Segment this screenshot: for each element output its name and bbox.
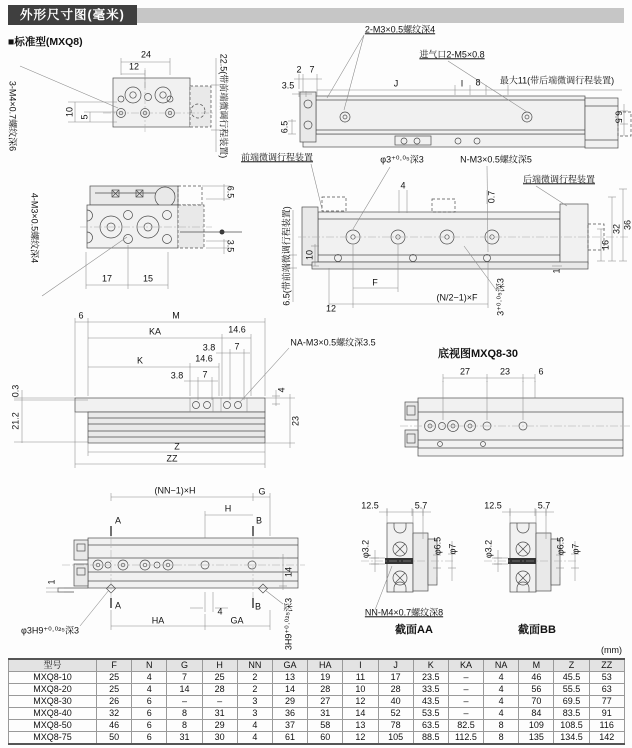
pin-hole-note-side: 3H9⁺⁰·⁰²⁵深3 [283,597,294,651]
value-cell: 37 [272,720,307,732]
spec-table [8,658,625,745]
end-view-drawing [20,58,221,152]
bottom-view-drawing [400,374,630,456]
section-aa-drawing [361,508,456,610]
header-row [9,659,625,672]
value-cell: 2 [237,684,272,696]
value-cell: 40 [378,696,413,708]
dim-label: 6.5(带前端微调行程装置) [281,206,292,306]
col-header: NN [237,659,272,672]
value-cell: 4 [237,732,272,745]
dim-label: 7 [234,341,240,352]
dim-label: Z [174,441,180,452]
dim-label: 12.5 [361,500,379,511]
dim-label: 3.8 [202,342,216,353]
rear-adjuster-note: 后端微调行程装置 [522,174,596,185]
model-cell: MXQ8-40 [9,708,97,720]
value-cell: 88.5 [413,732,448,745]
col-header: HA [308,659,343,672]
value-cell: 83.5 [554,708,589,720]
table-row [9,708,625,720]
value-cell: 2 [237,672,272,684]
col-header: N [132,659,167,672]
dim-label: G [258,486,266,497]
dim-label: 14.6 [228,324,246,335]
value-cell: 45.5 [554,672,589,684]
dim-label: 4 [400,180,406,191]
dim-label: 6.5 [279,120,290,134]
dim-label: 15 [142,273,154,284]
page-title: 外形尺寸图(毫米) [8,5,137,25]
dim-label: 36 [622,219,632,231]
long-bottom-view-drawing [46,493,305,630]
bottom-view-title: 底视图MXQ8-30 [437,348,519,361]
dim-label: M [172,310,180,321]
dim-label: J [393,78,399,89]
thread-note-4m3: 4-M3×0.5螺纹深4 [29,192,40,264]
dim-label: 3.5 [225,239,236,253]
value-cell: 8 [167,708,202,720]
dim-label: φ3.2 [360,539,371,559]
value-cell: 43.5 [413,696,448,708]
dim-label: K [136,355,144,366]
value-cell: 25 [97,684,132,696]
dim-label: A [114,600,122,611]
dim-label: 0.3 [10,384,21,398]
dim-label: H [224,503,232,514]
value-cell: 29 [202,720,237,732]
dim-label: 23 [290,415,301,427]
value-cell: 105 [378,732,413,745]
col-header: H [202,659,237,672]
table-row [9,732,625,745]
dim-label: φ7 [447,543,458,555]
dim-label: 3.5 [281,80,295,91]
value-cell: 134.5 [554,732,589,745]
value-cell: 7 [167,672,202,684]
value-cell: 10 [343,684,378,696]
table-row [9,684,625,696]
value-cell: 19 [308,672,343,684]
value-cell: 56 [519,684,554,696]
thread-note-na: NA-M3×0.5螺纹深3.5 [290,337,376,348]
value-cell: 70 [519,696,554,708]
dim-label: 0.7 [486,190,497,204]
dim-label: 1 [46,579,57,585]
value-cell: 112.5 [448,732,483,745]
value-cell: 61 [272,732,307,745]
value-cell: 30 [202,732,237,745]
col-header: I [343,659,378,672]
section-bb-title: 截面BB [518,624,556,637]
value-cell: – [202,696,237,708]
col-header: K [413,659,448,672]
dim-label: 5.7 [537,500,551,511]
profile-view-drawing [14,318,295,468]
value-cell: 25 [97,672,132,684]
value-cell: 4 [132,672,167,684]
dim-label: 4 [276,387,287,393]
value-cell: 8 [484,720,519,732]
dim-label: B [255,515,263,526]
value-cell: 53.5 [413,708,448,720]
plan-view-drawing [289,164,628,308]
rear-adjuster-max-note: 最大11(带后端微调行程装置) [499,75,615,86]
dim-label: 10 [64,106,75,118]
value-cell: 3 [237,708,272,720]
value-cell: – [448,672,483,684]
value-cell: 33.5 [413,684,448,696]
col-header: ZZ [589,659,624,672]
dim-label: (NN−1)×H [154,485,196,496]
dim-label: 8 [475,77,481,88]
dim-label: B [254,601,262,612]
value-cell: 32 [97,708,132,720]
model-cell: MXQ8-50 [9,720,97,732]
value-cell: 91 [589,708,624,720]
col-header: F [97,659,132,672]
value-cell: – [448,684,483,696]
value-cell: 14 [272,684,307,696]
value-cell: 31 [167,732,202,745]
value-cell: 60 [308,732,343,745]
value-cell: 8 [167,720,202,732]
dim-label: 6 [538,366,544,377]
value-cell: 4 [484,684,519,696]
value-cell: 142 [589,732,624,745]
col-header: 型号 [9,659,97,672]
dim-label: 23 [499,366,511,377]
col-header: G [167,659,202,672]
page-subtitle: ■标准型(MXQ8) [8,36,83,48]
value-cell: 4 [484,696,519,708]
dim-label: 4 [217,606,223,617]
value-cell: 4 [484,708,519,720]
value-cell: 6 [132,720,167,732]
dim-label: φ6.5 [432,536,443,556]
dim-label: 16 [600,239,611,251]
dim-label: 2 [296,64,302,75]
value-cell: 46 [97,720,132,732]
dim-label: 10 [304,249,315,261]
value-cell: 78 [378,720,413,732]
value-cell: 12 [343,696,378,708]
value-cell: 116 [589,720,624,732]
value-cell: 17 [378,672,413,684]
section-aa-title: 截面AA [395,624,433,637]
dim-label: 32 [611,223,622,235]
model-cell: MXQ8-30 [9,696,97,708]
front-adjuster-note: 前端微调行程装置 [240,152,314,163]
col-header: KA [448,659,483,672]
value-cell: 31 [202,708,237,720]
thread-note-nn: NN-M4×0.7螺纹深8 [364,607,444,618]
col-header: NA [484,659,519,672]
value-cell: 11 [343,672,378,684]
value-cell: 13 [272,672,307,684]
value-cell: 69.5 [554,696,589,708]
value-cell: 23.5 [413,672,448,684]
dim-label: (N/2−1)×F [436,292,478,303]
dim-label: 12.5 [484,500,502,511]
value-cell: 4 [132,684,167,696]
dim-label: 3⁺⁰·⁰⁵深3 [495,278,506,316]
dim-label: 6.5 [225,185,236,199]
dim-label: ZZ [166,453,178,464]
units-note: (mm) [601,645,622,655]
value-cell: 63.5 [413,720,448,732]
dim-label: 27 [459,366,471,377]
dim-label: φ6.5 [555,536,566,556]
value-cell: 6 [132,708,167,720]
dim-label: HA [151,615,165,626]
model-cell: MXQ8-10 [9,672,97,684]
value-cell: 13 [343,720,378,732]
table-row [9,720,625,732]
value-cell: – [167,696,202,708]
value-cell: 28 [308,684,343,696]
dim-label: 17 [101,273,113,284]
value-cell: 4 [237,720,272,732]
value-cell: 25 [202,672,237,684]
value-cell: 53 [589,672,624,684]
pin-hole-note: φ3H9⁺⁰·⁰²⁵深3 [20,625,80,636]
dim-label: F [372,277,378,288]
value-cell: 8 [484,732,519,745]
value-cell: 6 [132,696,167,708]
value-cell: 4 [484,672,519,684]
dim-label: 5 [79,114,90,120]
value-cell: 14 [167,684,202,696]
dim-label: 5.7 [414,500,428,511]
col-header: J [378,659,413,672]
value-cell: 27 [308,696,343,708]
table-row [9,672,625,684]
dim-label: GA [230,615,244,626]
col-header: GA [272,659,307,672]
thread-note-3m4: 3-M4×0.7螺纹深6 [7,80,18,152]
dim-label: φ3.2 [483,539,494,559]
value-cell: 135 [519,732,554,745]
dim-label: 6 [78,310,84,321]
dim-label: φ7 [570,543,581,555]
value-cell: 50 [97,732,132,745]
value-cell: 58 [308,720,343,732]
dim-label: 14.6 [195,353,213,364]
value-cell: 12 [343,732,378,745]
value-cell: 28 [378,684,413,696]
value-cell: 108.5 [554,720,589,732]
value-cell: 46 [519,672,554,684]
value-cell: 77 [589,696,624,708]
model-cell: MXQ8-20 [9,684,97,696]
value-cell: 14 [343,708,378,720]
dim-label: 12 [128,61,140,72]
value-cell: 29 [272,696,307,708]
thread-note-2m3: 2-M3×0.5螺纹深4 [364,24,436,35]
value-cell: 26 [97,696,132,708]
dim-label: 1 [551,268,562,274]
dim-label: 7 [309,64,315,75]
dim-label: 12 [325,303,337,314]
value-cell: 109 [519,720,554,732]
value-cell: 55.5 [554,684,589,696]
pin-hole-top-note: φ3⁺⁰·⁰⁵深3 [380,154,424,165]
dim-label: 21.2 [10,412,21,430]
dim-label: 3.8 [170,370,184,381]
spec-table-body [9,672,625,745]
air-port-note: 进气口2-M5×0.8 [419,49,485,60]
model-cell: MXQ8-75 [9,732,97,745]
table-row [9,696,625,708]
dim-label: I [460,78,464,89]
value-cell: 52 [378,708,413,720]
col-header: M [519,659,554,672]
value-cell: 84 [519,708,554,720]
front-adjuster-height-note: 22.5(带前端微调行程装置) [218,53,229,159]
dim-label: A [114,515,122,526]
spec-table-head [9,659,625,672]
dim-label: KA [148,326,162,337]
value-cell: 82.5 [448,720,483,732]
value-cell: 31 [308,708,343,720]
thread-note-nm3: N-M3×0.5螺纹深5 [460,154,532,165]
dim-label: 6.5 [613,110,624,124]
col-header: Z [554,659,589,672]
dim-label: 7 [202,369,208,380]
value-cell: 3 [237,696,272,708]
value-cell: – [448,708,483,720]
dim-label: 24 [140,49,152,60]
value-cell: 28 [202,684,237,696]
value-cell: 36 [272,708,307,720]
dim-label: 14 [283,566,294,578]
value-cell: 63 [589,684,624,696]
value-cell: 6 [132,732,167,745]
value-cell: – [448,696,483,708]
